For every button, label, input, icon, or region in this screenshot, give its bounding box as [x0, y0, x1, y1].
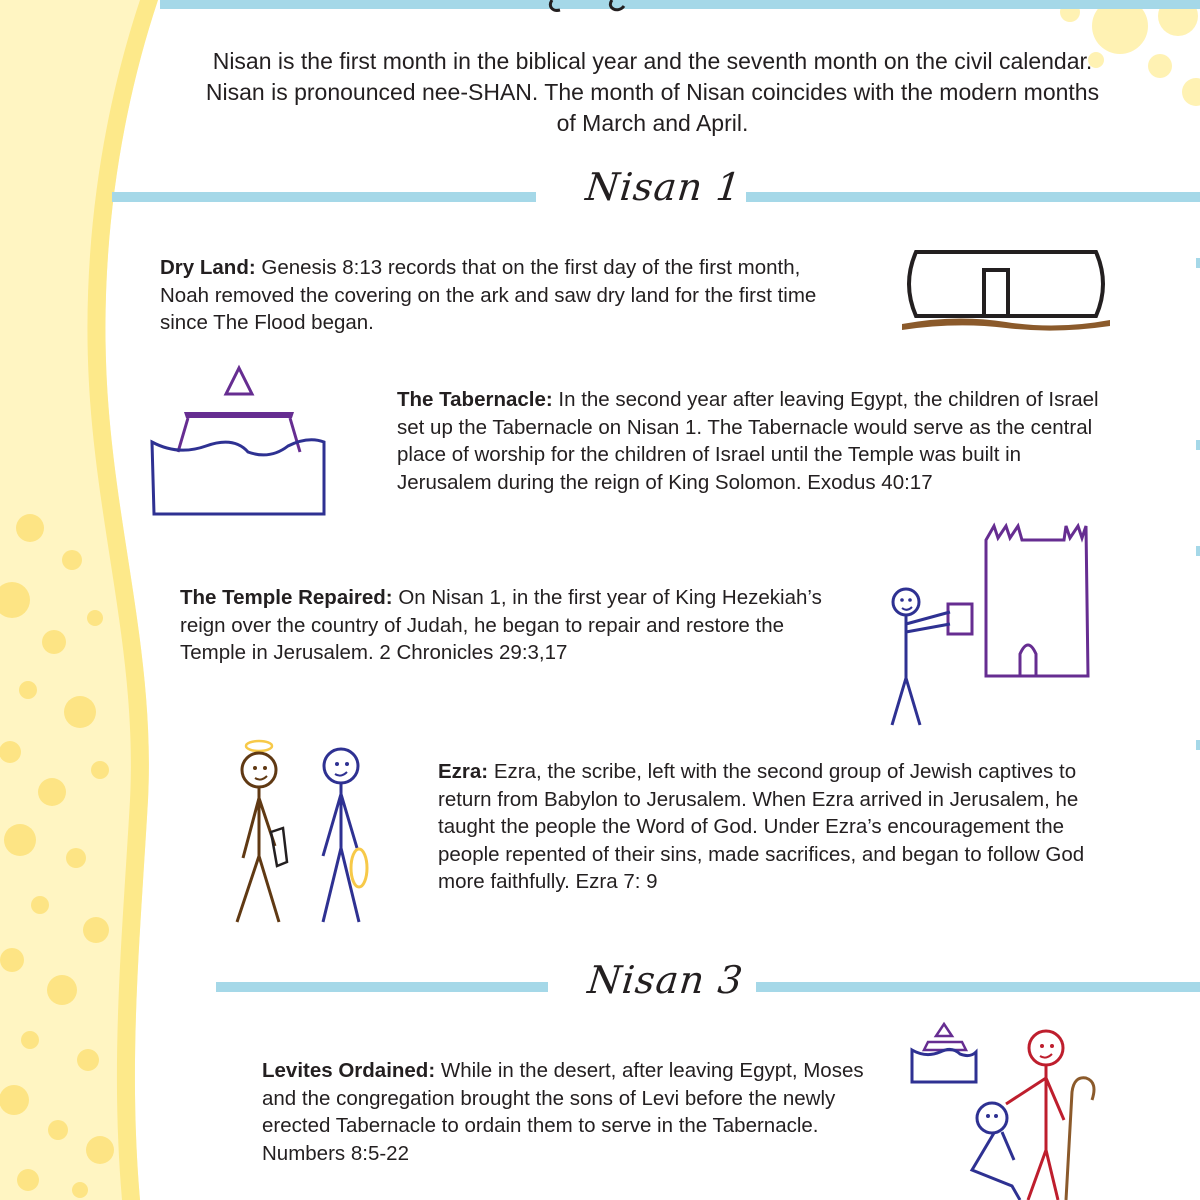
edge-tick	[1196, 440, 1200, 450]
rule-nisan3-right	[756, 982, 1200, 992]
entry-title: The Tabernacle:	[397, 388, 553, 411]
entry-title: Ezra:	[438, 760, 489, 783]
rule-nisan3-left	[216, 982, 548, 992]
entry-tabernacle	[397, 386, 1117, 496]
section-heading-nisan-3: Nisan 3	[585, 958, 746, 1002]
entry-title: The Temple Repaired:	[180, 586, 393, 609]
entry-text: In the second year after leaving Egypt, the children of Israel set up the Tabernacle on Nisan 1. The Tabernacle would serve as the central place of worship for the children of Israel until the Temple was built in Jerusalem during the reign of King Solomon. Exodus 40:17	[397, 388, 1099, 494]
edge-tick	[1196, 740, 1200, 750]
entry-text: While in the desert, after leaving Egypt, Moses and the congregation brought the sons of Levi before the newly erected Tabernacle to ordain them to serve in the Tabernacle. Numbers 8:5-22	[262, 1059, 864, 1165]
tabernacle-icon	[148, 360, 330, 520]
ezra-figures-icon	[225, 736, 375, 926]
entry-levites-ordained	[262, 1057, 872, 1167]
entry-title: Dry Land:	[160, 256, 256, 279]
edge-tick	[1196, 546, 1200, 556]
levites-ordained-icon	[906, 1020, 1106, 1200]
top-rule	[160, 0, 1200, 9]
entry-ezra	[438, 758, 1110, 896]
entry-title: Levites Ordained:	[262, 1059, 436, 1082]
ark-icon	[896, 244, 1116, 334]
entry-text: On Nisan 1, in the first year of King Hezekiah’s reign over the country of Judah, he began to repair and restore the Temple in Jerusalem. 2 Chronicles 29:3,17	[180, 586, 822, 664]
temple-builder-icon	[882, 520, 1092, 730]
entry-text: Genesis 8:13 records that on the first day of the first month, Noah removed the covering on the ark and saw dry land for the first time since The Flood began.	[160, 256, 817, 334]
entry-temple-repaired	[180, 584, 850, 667]
entry-text: Ezra, the scribe, left with the second group of Jewish captives to return from Babylon to Jerusalem. When Ezra arrived in Jerusalem, he taught the people the Word of God. Under Ezra’s encouragement the people repented of their sins, made sacrifices, and began to follow God more faithfully. Ezra 7: 9	[438, 760, 1085, 893]
edge-tick	[1196, 258, 1200, 268]
rule-nisan1-left	[112, 192, 536, 202]
rule-nisan1-right	[746, 192, 1200, 202]
section-heading-nisan-1: Nisan 1	[583, 165, 744, 209]
intro-paragraph: Nisan is the first month in the biblical year and the seventh month on the civil calendar. Nisan is pronounced nee-SHAN. The month of Nisan coincides with the modern months of March and April.	[205, 48, 1100, 136]
entry-dry-land	[160, 254, 850, 337]
